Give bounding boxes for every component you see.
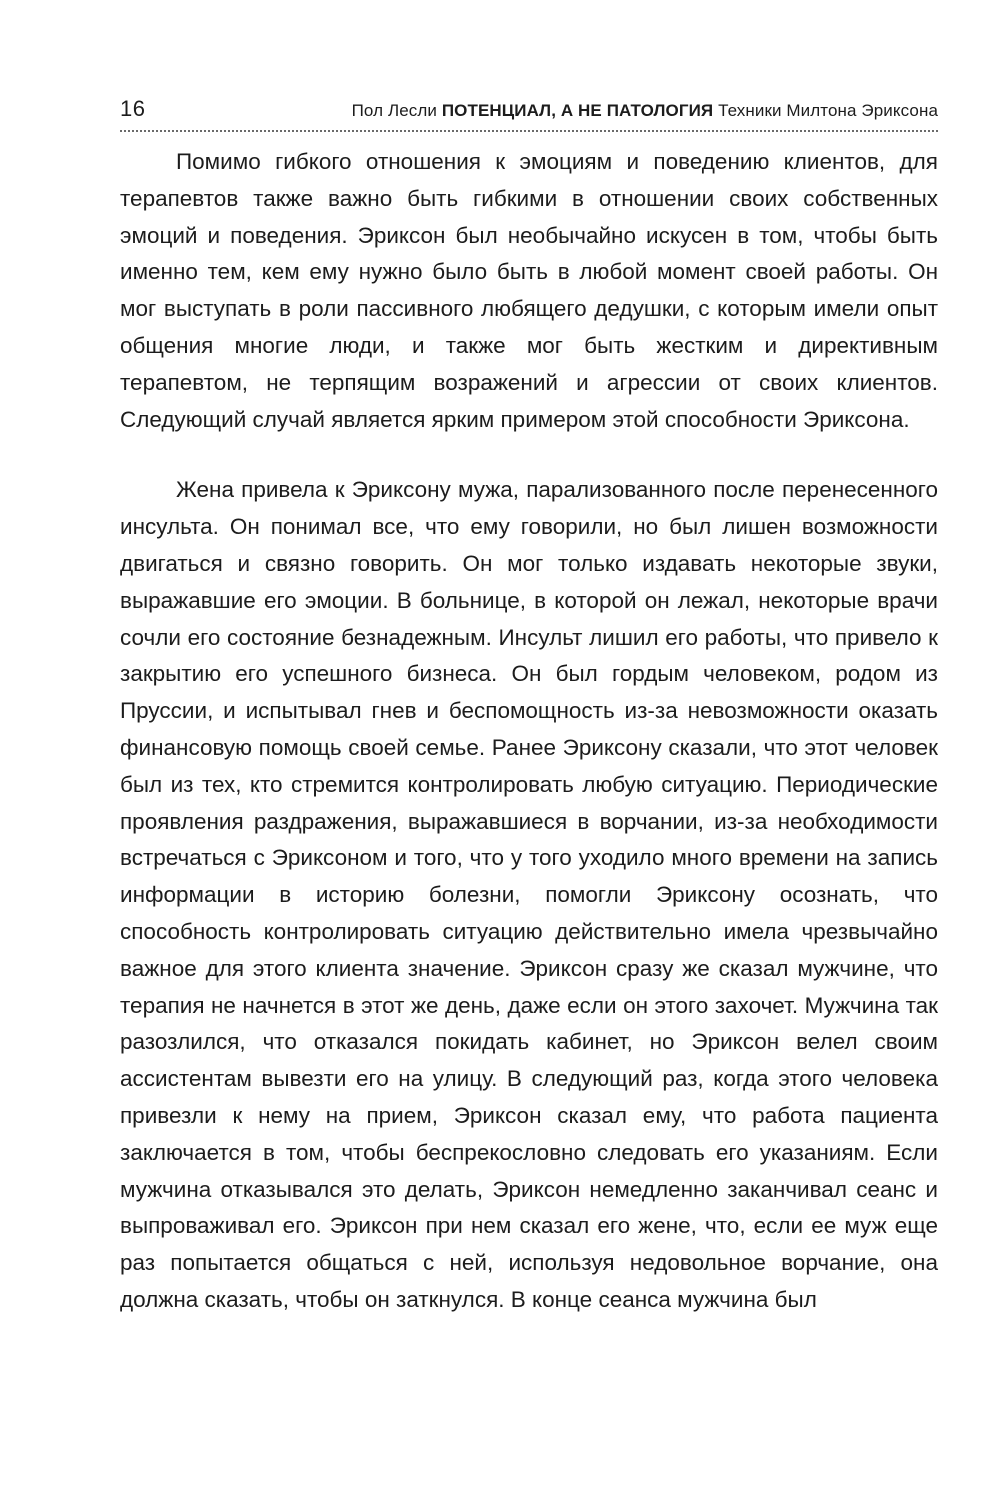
running-title <box>352 101 938 121</box>
running-head <box>120 96 938 126</box>
running-head-author: Пол Лесли <box>351 101 437 120</box>
paragraph-2: Жена привела к Эриксону мужа, парализованного после перенесенного инсульта. Он понимал все, что ему говорили, но был лишен возможности двигаться и связно говорить. Он мог только издавать некоторые звуки, выражавшие его эмоции. В больнице, в которой он лежал, некоторые врачи сочли его состояние безнадежным. Инсульт лишил его работы, что привело к закрытию его успешного бизнеса. Он был гордым человеком, родом из Пруссии, и испытывал гнев и беспомощность из-за невозможности оказать финансовую помощь своей семье. Ранее Эриксону сказали, что этот человек был из тех, кто стремится контролировать любую ситуацию. Периодические проявления раздражения, выражавшиеся в ворчании, из-за необходимости встречаться с Эриксоном и того, что у того уходило много времени на запись информации в историю болезни, помогли Эриксону осознать, что способность контролировать ситуацию действительно имела чрезвычайно важное для этого клиента значение. Эриксон сразу же сказал мужчине, что терапия не начнется в этот же день, даже если он этого захочет. Мужчина так разозлился, что отказался покидать кабинет, но Эриксон велел своим ассистентам вывезти его на улицу. В следующий раз, когда этого человека привезли к нему на прием, Эриксон сказал ему, что работа пациента заключается в том, чтобы беспрекословно следовать его указаниям. Если мужчина отказывался это делать, Эриксон немедленно заканчивал сеанс и выпроваживал его. Эриксон при нем сказал его жене, что, если ее муж еще раз попытается общаться с ней, используя недовольное ворчание, она должна сказать, чтобы он заткнулся. В конце сеанса мужчина был <box>120 477 938 1312</box>
page-number: 16 <box>120 96 146 121</box>
body-text <box>120 144 938 1319</box>
header-dotted-rule <box>120 130 938 132</box>
running-head-subtitle: Техники Милтона Эриксона <box>718 101 938 120</box>
running-head-book-title: ПОТЕНЦИАЛ, А НЕ ПАТОЛОГИЯ <box>441 101 714 120</box>
paragraph-1: Помимо гибкого отношения к эмоциям и поведению клиентов, для терапевтов также важно быть гибкими в отношении своих собственных эмоций и поведения. Эриксон был необычайно искусен в том, чтобы быть именно тем, кем ему нужно было быть в любой момент своей работы. Он мог выступать в роли пассивного любящего дедушки, с которым имели опыт общения многие люди, и также мог быть жестким и директивным терапевтом, не терпящим возражений и агрессии от своих клиентов. Следующий случай является ярким примером этой способности Эриксона. <box>120 149 938 432</box>
